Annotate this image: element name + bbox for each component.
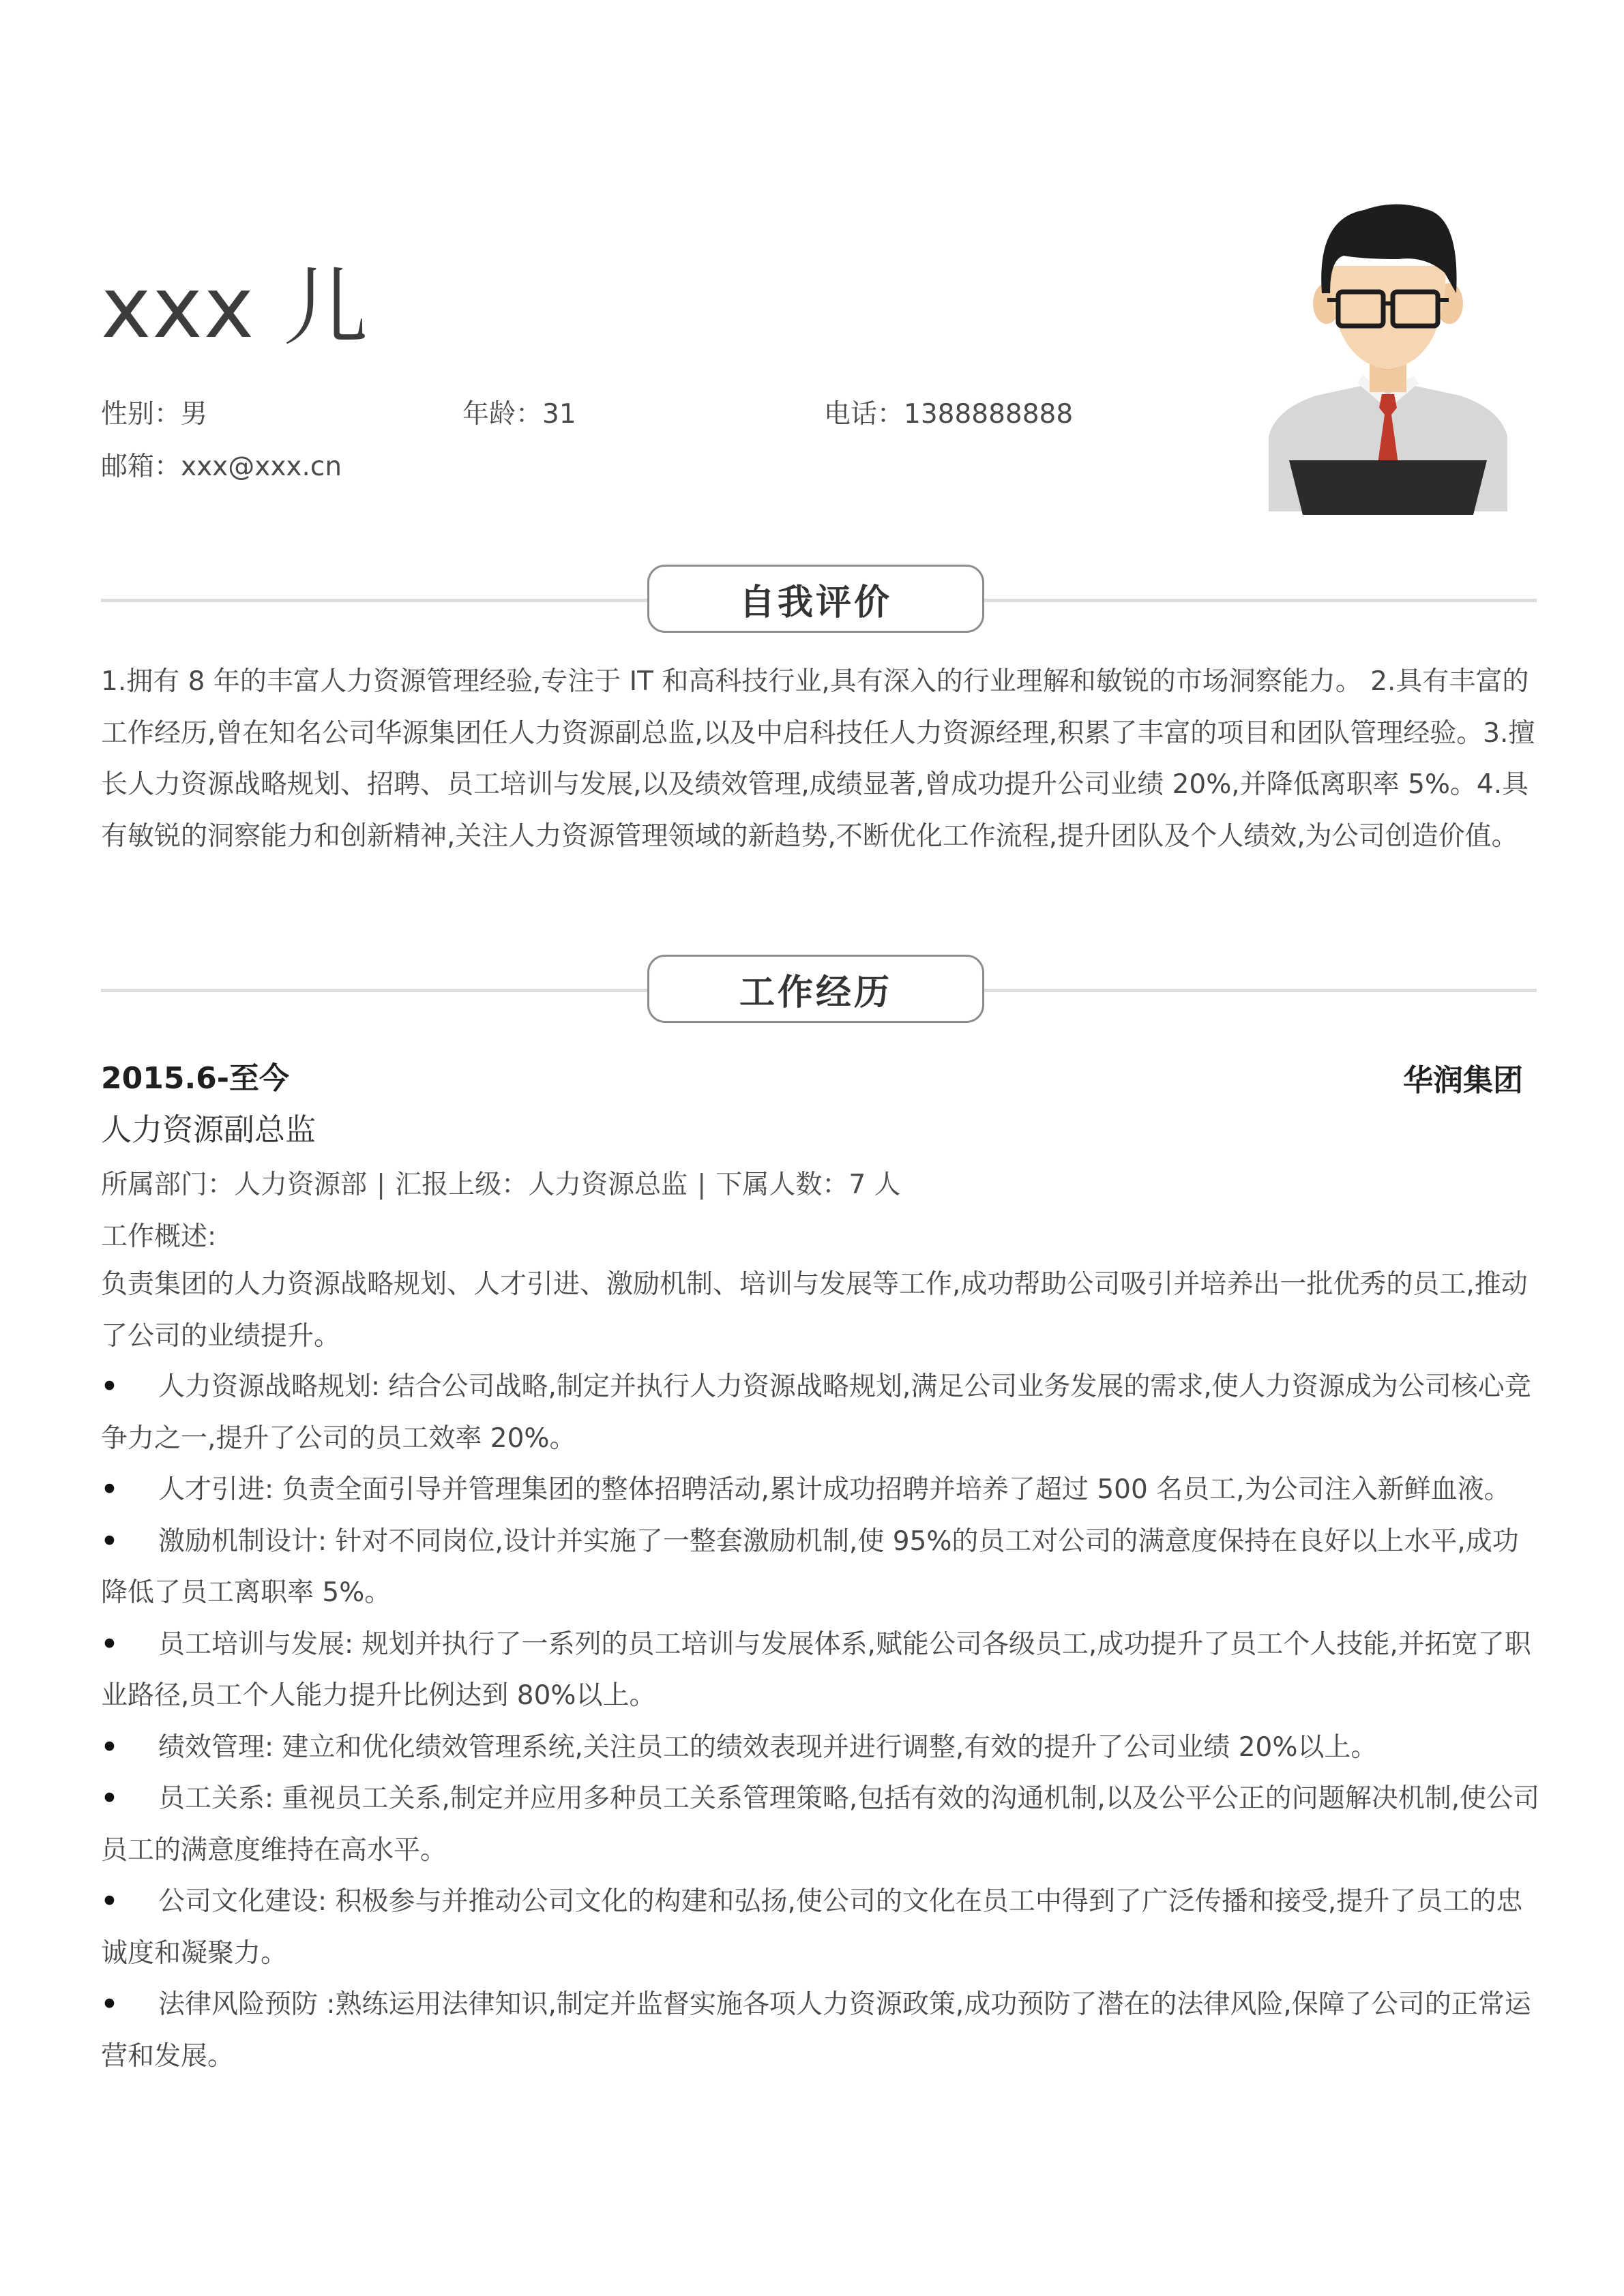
- list-item: [101, 1464, 1540, 1516]
- age-field: 年龄：31: [462, 399, 576, 430]
- gender-field: 性别：男: [101, 399, 208, 430]
- job-title: 人力资源副总监: [101, 1112, 316, 1148]
- job-date: 2015.6-至今: [101, 1061, 290, 1096]
- bullet-text: 公司文化建设: 积极参与并推动公司文化的构建和弘扬,使公司的文化在员工中得到了广泛传播和接受,提升了员工的忠诚度和凝聚力。: [101, 1886, 1523, 1969]
- bullet-icon: •: [101, 1474, 118, 1505]
- list-item: [101, 1722, 1540, 1774]
- meta-separator: |: [697, 1169, 707, 1200]
- bullet-text: 激励机制设计: 针对不同岗位,设计并实施了一整套激励机制,使 95%的员工对公司的满意度保持在良好以上水平,成功降低了员工离职率 5%。: [101, 1525, 1519, 1608]
- list-item: [101, 1876, 1540, 1979]
- summary-label: 工作概述:: [101, 1221, 217, 1252]
- list-item: [101, 1773, 1540, 1876]
- bullet-text: 员工关系: 重视员工关系,制定并应用多种员工关系管理策略,包括有效的沟通机制,以及公平公正的问题解决机制,使公司员工的满意度维持在高水平。: [101, 1783, 1540, 1866]
- bullet-text: 法律风险预防 :熟练运用法律知识,制定并监督实施各项人力资源政策,成功预防了潜在的法律风险,保障了公司的正常运营和发展。: [101, 1989, 1531, 2072]
- bullet-icon: •: [101, 1628, 118, 1660]
- bullet-text: 人才引进: 负责全面引导并管理集团的整体招聘活动,累计成功招聘并培养了超过 500 名员工,为公司注入新鲜血液。: [158, 1474, 1511, 1505]
- job-meta: [101, 1163, 901, 1202]
- job-summary: 负责集团的人力资源战略规划、人才引进、激励机制、培训与发展等工作,成功帮助公司吸引并培养出一批优秀的员工,推动了公司的业绩提升。: [101, 1269, 1528, 1352]
- job-dept: 所属部门：人力资源部: [101, 1169, 368, 1200]
- work-title: 工作经历: [647, 955, 984, 1023]
- email-field: 邮箱：xxx@xxx.cn: [101, 451, 342, 482]
- list-item: [101, 1516, 1540, 1619]
- self-eval-text: 1.拥有 8 年的丰富人力资源管理经验,专注于 IT 和高科技行业,具有深入的行业理解和敏锐的市场洞察能力。 2.具有丰富的工作经历,曾在知名公司华源集团任人力资源副总监,以及中启科技任人力资源经理,积累了丰富的项目和团队管理经验。3.擅长人力资源战略规划、招聘、员工培训与发展,以及绩效管理,成绩显著,曾成功提升公司业绩 20%,并降低离职率 5%。4.具有敏锐的洞察能力和创新精神,关注人力资源管理领域的新趋势,不断优化工作流程,提升团队及个人绩效,为公司创造价值。: [101, 666, 1535, 852]
- bullet-icon: •: [101, 1989, 118, 2020]
- bullet-icon: •: [101, 1371, 118, 1402]
- job-report: 汇报上级：人力资源总监: [395, 1169, 688, 1200]
- list-item: [101, 1619, 1540, 1722]
- list-item: [101, 1361, 1540, 1464]
- self-eval-header: [101, 565, 1537, 636]
- list-item: [101, 1979, 1540, 2082]
- phone-field: 电话：1388888888: [824, 399, 1074, 430]
- work-header: [101, 955, 1537, 1026]
- bullet-icon: •: [101, 1783, 118, 1814]
- bullet-text: 员工培训与发展: 规划并执行了一系列的员工培训与发展体系,赋能公司各级员工,成功提升了员工个人技能,并拓宽了职业路径,员工个人能力提升比例达到 80%以上。: [101, 1628, 1531, 1711]
- bullet-text: 绩效管理: 建立和优化绩效管理系统,关注员工的绩效表现并进行调整,有效的提升了公司业绩 20%以上。: [158, 1731, 1378, 1763]
- self-eval-title: 自我评价: [647, 565, 984, 633]
- avatar-icon: [1262, 191, 1514, 518]
- bullet-icon: •: [101, 1886, 118, 1917]
- job-bullets: [101, 1361, 1540, 2082]
- bullet-icon: •: [101, 1525, 118, 1557]
- job-reports-count: 下属人数：7 人: [715, 1169, 901, 1200]
- bullet-icon: •: [101, 1731, 118, 1763]
- job-company: 华润集团: [1403, 1063, 1523, 1098]
- bullet-text: 人力资源战略规划: 结合公司战略,制定并执行人力资源战略规划,满足公司业务发展的需求,使人力资源成为公司核心竞争力之一,提升了公司的员工效率 20%。: [101, 1371, 1531, 1454]
- meta-separator: |: [377, 1169, 386, 1200]
- resume-name: xxx 儿: [101, 259, 370, 357]
